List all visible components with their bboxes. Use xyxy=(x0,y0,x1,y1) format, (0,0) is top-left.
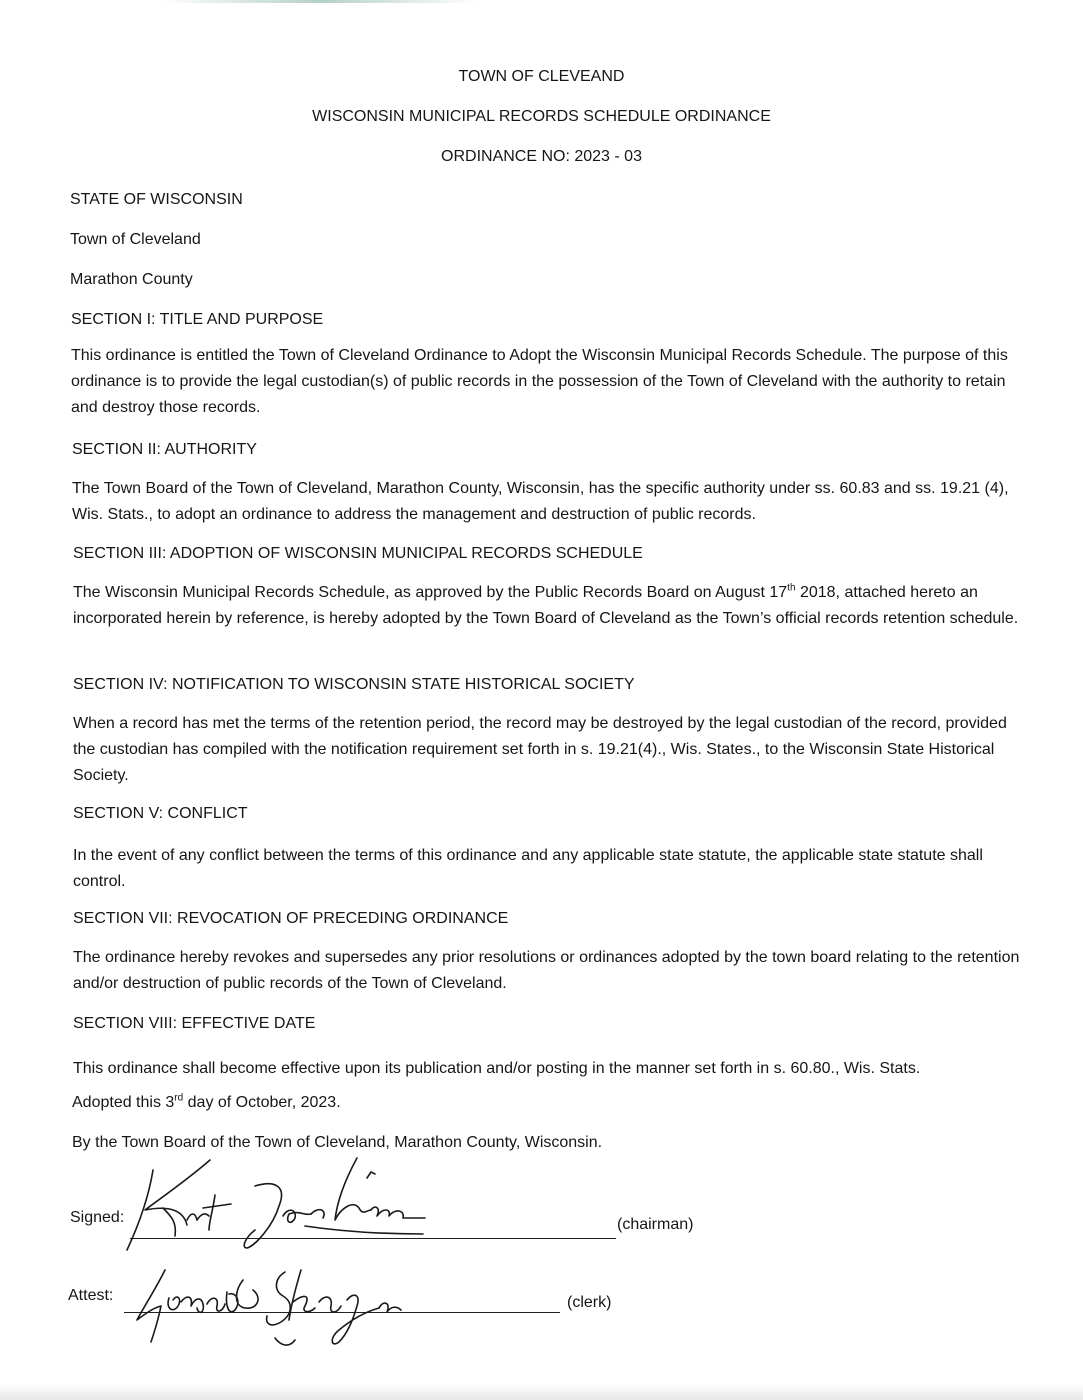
section-heading: SECTION VII: REVOCATION OF PRECEDING ORDINANCE xyxy=(73,910,509,927)
adoption-text: Adopted this 3 xyxy=(72,1094,175,1111)
county-name: Marathon County xyxy=(70,271,193,288)
ordinal-suffix: th xyxy=(787,582,796,594)
section-body-text: The Wisconsin Municipal Records Schedule, as approved by the Public Records Board on August 17 xyxy=(73,584,788,601)
section-heading: SECTION II: AUTHORITY xyxy=(72,441,257,458)
section-heading: SECTION V: CONFLICT xyxy=(73,805,248,822)
section-body xyxy=(73,580,1033,632)
section-body: This ordinance is entitled the Town of Cleveland Ordinance to Adopt the Wisconsin Municipal Records Schedule. The purpose of this ordinance is to provide the legal custodian(s) of public records in the possession of the Town of Cleveland with the authority to retain and destroy those records. xyxy=(71,347,1008,416)
town-name: Town of Cleveland xyxy=(70,231,201,248)
section-body-text: 2018, attached hereto an incorporated herein by reference, is hereby adopted by the Town Board of Cleveland as the Town’s official records retention schedule. xyxy=(73,584,1019,627)
by-line: By the Town Board of the Town of Cleveland, Marathon County, Wisconsin. xyxy=(72,1134,603,1151)
section-heading: SECTION III: ADOPTION OF WISCONSIN MUNICIPAL RECORDS SCHEDULE xyxy=(73,545,643,562)
section-heading: SECTION IV: NOTIFICATION TO WISCONSIN STATE HISTORICAL SOCIETY xyxy=(73,676,635,693)
section-body: When a record has met the terms of the retention period, the record may be destroyed by the legal custodian of the record, provided the custodian has compiled with the notification requirement set forth in s. 19.21(4)., Wis. States., to the Wisconsin State Historical Society. xyxy=(73,715,1007,784)
adoption-date xyxy=(72,1090,341,1116)
ordinal-suffix: rd xyxy=(174,1092,184,1104)
state-name: STATE OF WISCONSIN xyxy=(70,191,243,208)
section-body: This ordinance shall become effective upon its publication and/or posting in the manner set forth in s. 60.80., Wis. Stats. xyxy=(73,1060,921,1077)
section-heading: SECTION VIII: EFFECTIVE DATE xyxy=(73,1015,316,1032)
attest-label: Attest: xyxy=(68,1287,114,1304)
section-body: In the event of any conflict between the terms of this ordinance and any applicable state statute, the applicable state statute shall control. xyxy=(73,847,983,890)
clerk-role: (clerk) xyxy=(567,1294,612,1311)
section-heading: SECTION I: TITLE AND PURPOSE xyxy=(71,311,324,328)
document-title: TOWN OF CLEVEAND xyxy=(458,68,625,85)
adoption-text: day of October, 2023. xyxy=(183,1094,341,1111)
chairman-signature xyxy=(105,1150,425,1260)
section-body: The Town Board of the Town of Cleveland, Marathon County, Wisconsin, has the specific authority under ss. 60.83 and ss. 19.21 (4), Wis. Stats., to adopt an ordinance to address the management and destruction of public records. xyxy=(72,480,1009,523)
chairman-role: (chairman) xyxy=(617,1216,694,1233)
clerk-signature xyxy=(125,1250,425,1350)
ordinance-number: ORDINANCE NO: 2023 - 03 xyxy=(441,148,642,165)
document-subtitle: WISCONSIN MUNICIPAL RECORDS SCHEDULE ORDINANCE xyxy=(312,108,771,125)
scan-artifact-top xyxy=(160,0,480,3)
scan-artifact-bottom xyxy=(0,1384,1083,1400)
signed-label: Signed: xyxy=(70,1209,125,1226)
section-body: The ordinance hereby revokes and supersedes any prior resolutions or ordinances adopted by the town board relating to the retention and/or destruction of public records of the Town of Cleveland. xyxy=(73,949,1020,992)
